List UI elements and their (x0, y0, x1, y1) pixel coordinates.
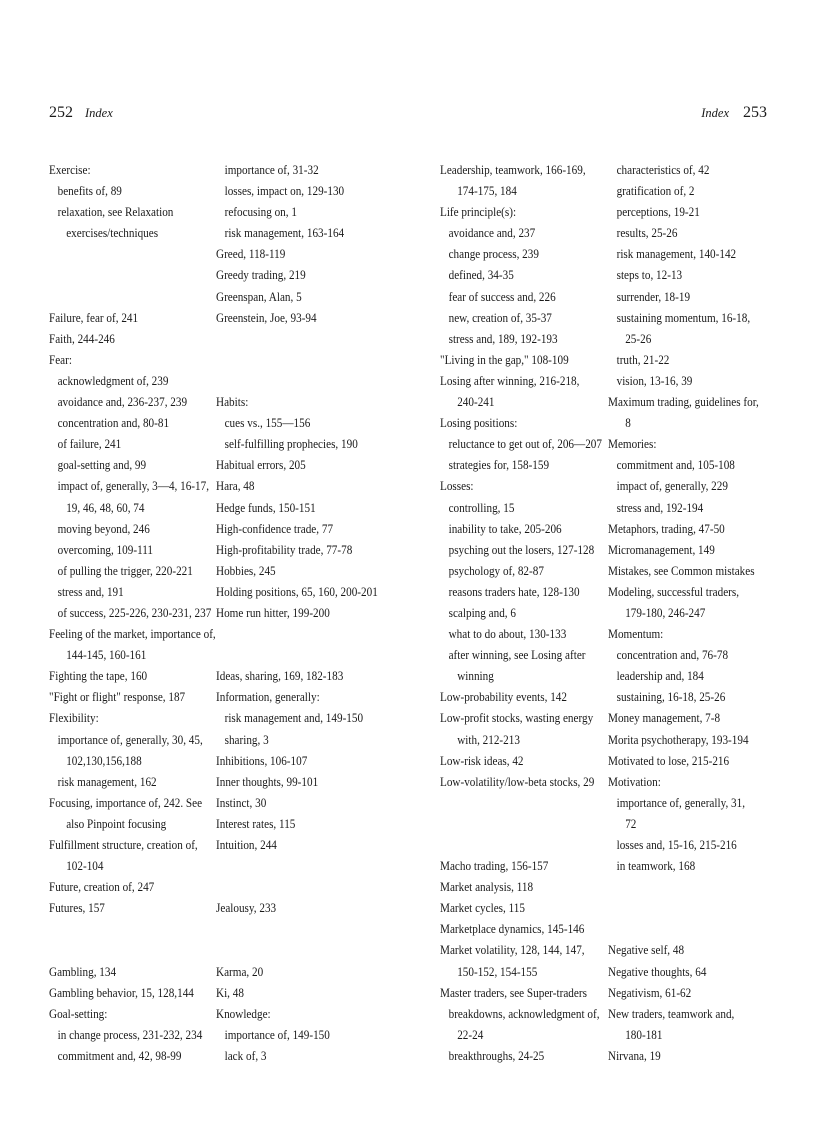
index-line: 150-152, 154-155 (457, 963, 538, 979)
index-line: commitment and, 42, 98-99 (57, 1047, 182, 1063)
index-line: avoidance and, 236-237, 239 (57, 394, 188, 410)
index-line: exercises/techniques (66, 225, 159, 241)
index-line: perceptions, 19-21 (616, 204, 700, 220)
index-line: Exercise: (49, 162, 91, 177)
index-line: risk management, 162 (57, 773, 157, 789)
index-line: Micromanagement, 149 (608, 541, 715, 557)
index-line: also Pinpoint focusing (66, 815, 167, 831)
index-line: importance of, generally, 31, (616, 794, 746, 810)
index-spacer (216, 644, 378, 665)
index-line: acknowledgment of, 239 (57, 372, 169, 388)
index-line: importance of, 31-32 (224, 162, 319, 177)
index-line: Focusing, importance of, 242. See (49, 794, 203, 810)
index-line: risk management and, 149-150 (224, 710, 364, 726)
index-spacer (49, 264, 216, 285)
index-line: Holding positions, 65, 160, 200-201 (216, 583, 378, 599)
index-column-4 (608, 159, 759, 1066)
index-line: breakdowns, acknowledgment of, (448, 1005, 600, 1021)
index-line: refocusing on, 1 (224, 204, 297, 220)
index-line: Market volatility, 128, 144, 147, (440, 942, 585, 958)
index-spacer (216, 328, 378, 349)
index-line: Marketplace dynamics, 145-146 (440, 921, 585, 937)
index-line: Ki, 48 (216, 984, 244, 1000)
index-line: Low-profit stocks, wasting energy (440, 710, 594, 726)
index-line: Motivation: (608, 773, 661, 789)
index-line: in teamwork, 168 (616, 858, 696, 874)
index-line: impact of, generally, 229 (616, 478, 728, 494)
index-column-3 (440, 159, 602, 1066)
index-line: Greenstein, Joe, 93-94 (216, 309, 317, 325)
index-line: scalping and, 6 (448, 604, 516, 620)
index-line: reluctance to get out of, 206—207 (448, 436, 602, 452)
index-line: controlling, 15 (448, 499, 515, 515)
index-line: Mistakes, see Common mistakes (608, 562, 755, 578)
index-spacer (49, 286, 216, 307)
index-line: surrender, 18-19 (616, 288, 691, 304)
index-line: Low-volatility/low-beta stocks, 29 (440, 773, 595, 789)
index-line: sustaining, 16-18, 25-26 (616, 689, 726, 705)
index-line: cues vs., 155—156 (224, 415, 311, 431)
index-line: High-confidence trade, 77 (216, 520, 334, 536)
index-line: stress and, 191 (57, 583, 124, 599)
index-line: relaxation, see Relaxation (57, 204, 174, 220)
index-spacer (440, 834, 602, 855)
index-spacer (608, 897, 759, 918)
index-line: Greed, 118-119 (216, 246, 286, 262)
index-line: Macho trading, 156-157 (440, 858, 549, 874)
index-line: Leadership, teamwork, 166-169, (440, 162, 586, 177)
index-line: Low-probability events, 142 (440, 689, 567, 705)
index-line: of success, 225-226, 230-231, 237 (57, 604, 212, 620)
index-line: Low-risk ideas, 42 (440, 752, 524, 768)
index-spacer (216, 855, 378, 876)
running-head-right (701, 104, 767, 122)
index-line: Knowledge: (216, 1005, 271, 1021)
running-title-left: Index (85, 106, 113, 120)
index-line: concentration and, 76-78 (616, 647, 729, 663)
index-line: Failure, fear of, 241 (49, 309, 139, 325)
index-line: 8 (625, 415, 631, 431)
index-spacer (216, 349, 378, 370)
index-line: Money management, 7-8 (608, 710, 721, 726)
index-line: after winning, see Losing after (448, 647, 586, 663)
index-line: stress and, 189, 192-193 (448, 330, 558, 346)
index-line: commitment and, 105-108 (616, 457, 735, 473)
index-line: importance of, 149-150 (224, 1026, 330, 1042)
index-line: breakthroughs, 24-25 (448, 1047, 545, 1063)
index-line: Habitual errors, 205 (216, 457, 306, 473)
index-spacer (440, 792, 602, 813)
index-line: Metaphors, trading, 47-50 (608, 520, 725, 536)
index-spacer (608, 918, 759, 939)
index-line: losses, impact on, 129-130 (224, 183, 345, 199)
index-line: risk management, 163-164 (224, 225, 345, 241)
index-line: characteristics of, 42 (616, 162, 710, 177)
index-line: inability to take, 205-206 (448, 520, 562, 536)
index-line: Greenspan, Alan, 5 (216, 288, 302, 304)
index-line: Modeling, successful traders, (608, 583, 740, 599)
index-column-1 (49, 159, 216, 1066)
index-line: Greedy trading, 219 (216, 267, 306, 283)
index-line: Motivated to lose, 215-216 (608, 752, 730, 768)
index-line: moving beyond, 246 (57, 520, 150, 536)
index-line: Goal-setting: (49, 1005, 108, 1021)
index-line: Nirvana, 19 (608, 1047, 661, 1063)
index-line: Intuition, 244 (216, 837, 277, 852)
index-line: Fighting the tape, 160 (49, 668, 148, 684)
index-line: Negative self, 48 (608, 942, 685, 958)
index-line: new, creation of, 35-37 (448, 309, 552, 325)
index-line: Negative thoughts, 64 (608, 963, 707, 979)
index-line: 72 (625, 815, 637, 831)
index-line: change process, 239 (448, 246, 539, 262)
index-line: Hara, 48 (216, 478, 255, 494)
index-line: fear of success and, 226 (448, 288, 556, 304)
index-line: truth, 21-22 (616, 351, 670, 367)
index-spacer (49, 918, 216, 939)
index-line: Home run hitter, 199-200 (216, 604, 330, 620)
index-line: Information, generally: (216, 689, 320, 705)
index-line: importance of, generally, 30, 45, (57, 731, 203, 747)
index-line: 22-24 (457, 1026, 484, 1042)
index-line: 102-104 (66, 858, 104, 874)
index-line: Habits: (216, 394, 249, 410)
index-line: lack of, 3 (224, 1047, 267, 1063)
index-spacer (216, 370, 378, 391)
page-number-right: 253 (743, 104, 767, 121)
index-line: Losses: (440, 478, 474, 494)
index-line: impact of, generally, 3—4, 16-17, (57, 478, 210, 494)
index-line: Gambling, 134 (49, 963, 117, 979)
index-line: 179-180, 246-247 (625, 604, 706, 620)
running-title-right: Index (701, 106, 729, 120)
index-line: with, 212-213 (457, 731, 520, 747)
index-line: 240-241 (457, 394, 495, 410)
index-line: 19, 46, 48, 60, 74 (66, 499, 145, 515)
index-line: Hedge funds, 150-151 (216, 499, 316, 515)
index-line: sharing, 3 (224, 731, 269, 747)
index-line: Market cycles, 115 (440, 900, 525, 916)
index-line: Jealousy, 233 (216, 900, 277, 916)
index-line: Memories: (608, 436, 657, 452)
index-spacer (608, 876, 759, 897)
index-line: sustaining momentum, 16-18, (616, 309, 751, 325)
index-spacer (216, 918, 378, 939)
page-number-left: 252 (49, 104, 73, 121)
index-line: Ideas, sharing, 169, 182-183 (216, 668, 344, 684)
index-line: New traders, teamwork and, (608, 1005, 735, 1021)
index-line: leadership and, 184 (616, 668, 704, 684)
index-line: "Living in the gap," 108-109 (440, 351, 569, 367)
index-line: Karma, 20 (216, 963, 264, 979)
index-spacer (216, 876, 378, 897)
index-line: 25-26 (625, 330, 652, 346)
index-line: Feeling of the market, importance of, (49, 626, 216, 642)
index-spacer (49, 939, 216, 960)
index-line: of pulling the trigger, 220-221 (57, 562, 193, 578)
index-line: losses and, 15-16, 215-216 (616, 837, 737, 852)
index-line: Fear: (49, 351, 72, 367)
index-line: vision, 13-16, 39 (616, 372, 693, 388)
index-line: overcoming, 109-111 (57, 541, 154, 557)
index-line: Flexibility: (49, 710, 99, 726)
index-line: Master traders, see Super-traders (440, 984, 587, 1000)
index-line: Gambling behavior, 15, 128,144 (49, 984, 194, 1000)
index-line: concentration and, 80-81 (57, 415, 170, 431)
index-line: Fulfillment structure, creation of, (49, 837, 198, 852)
index-line: Interest rates, 115 (216, 815, 296, 831)
index-line: Losing after winning, 216-218, (440, 372, 580, 388)
index-line: gratification of, 2 (616, 183, 695, 199)
index-line: Morita psychotherapy, 193-194 (608, 731, 749, 747)
index-line: "Fight or flight" response, 187 (49, 689, 186, 705)
index-line: self-fulfilling prophecies, 190 (224, 436, 358, 452)
index-line: risk management, 140-142 (616, 246, 737, 262)
index-line: Hobbies, 245 (216, 562, 276, 578)
index-line: Negativism, 61-62 (608, 984, 692, 1000)
index-line: 102,130,156,188 (66, 752, 142, 768)
index-spacer (216, 939, 378, 960)
index-spacer (440, 813, 602, 834)
index-line: 144-145, 160-161 (66, 647, 147, 663)
index-line: steps to, 12-13 (616, 267, 683, 283)
index-line: High-profitability trade, 77-78 (216, 541, 353, 557)
index-line: Faith, 244-246 (49, 330, 115, 346)
index-column-2 (216, 159, 378, 1066)
index-line: psyching out the losers, 127-128 (448, 541, 595, 557)
index-line: Futures, 157 (49, 900, 105, 916)
index-line: winning (457, 668, 494, 684)
index-line: Losing positions: (440, 415, 518, 431)
index-spacer (49, 243, 216, 264)
index-line: Maximum trading, guidelines for, (608, 394, 759, 410)
index-line: what to do about, 130-133 (448, 626, 567, 642)
index-line: Life principle(s): (440, 204, 517, 220)
index-line: Inhibitions, 106-107 (216, 752, 308, 768)
index-spacer (216, 623, 378, 644)
index-line: Market analysis, 118 (440, 879, 534, 895)
index-line: 174-175, 184 (457, 183, 517, 199)
index-line: reasons traders hate, 128-130 (448, 583, 580, 599)
index-line: strategies for, 158-159 (448, 457, 550, 473)
index-line: avoidance and, 237 (448, 225, 536, 241)
index-line: in change process, 231-232, 234 (57, 1026, 203, 1042)
index-line: stress and, 192-194 (616, 499, 704, 515)
index-line: Future, creation of, 247 (49, 879, 155, 895)
index-line: Inner thoughts, 99-101 (216, 773, 319, 789)
index-line: psychology of, 82-87 (448, 562, 544, 578)
index-line: of failure, 241 (57, 436, 122, 452)
running-head-left (49, 104, 113, 122)
index-line: goal-setting and, 99 (57, 457, 147, 473)
index-line: 180-181 (625, 1026, 663, 1042)
index-line: defined, 34-35 (448, 267, 514, 283)
index-line: results, 25-26 (616, 225, 678, 241)
index-line: Momentum: (608, 626, 664, 642)
index-line: Instinct, 30 (216, 794, 267, 810)
index-line: benefits of, 89 (57, 183, 122, 199)
